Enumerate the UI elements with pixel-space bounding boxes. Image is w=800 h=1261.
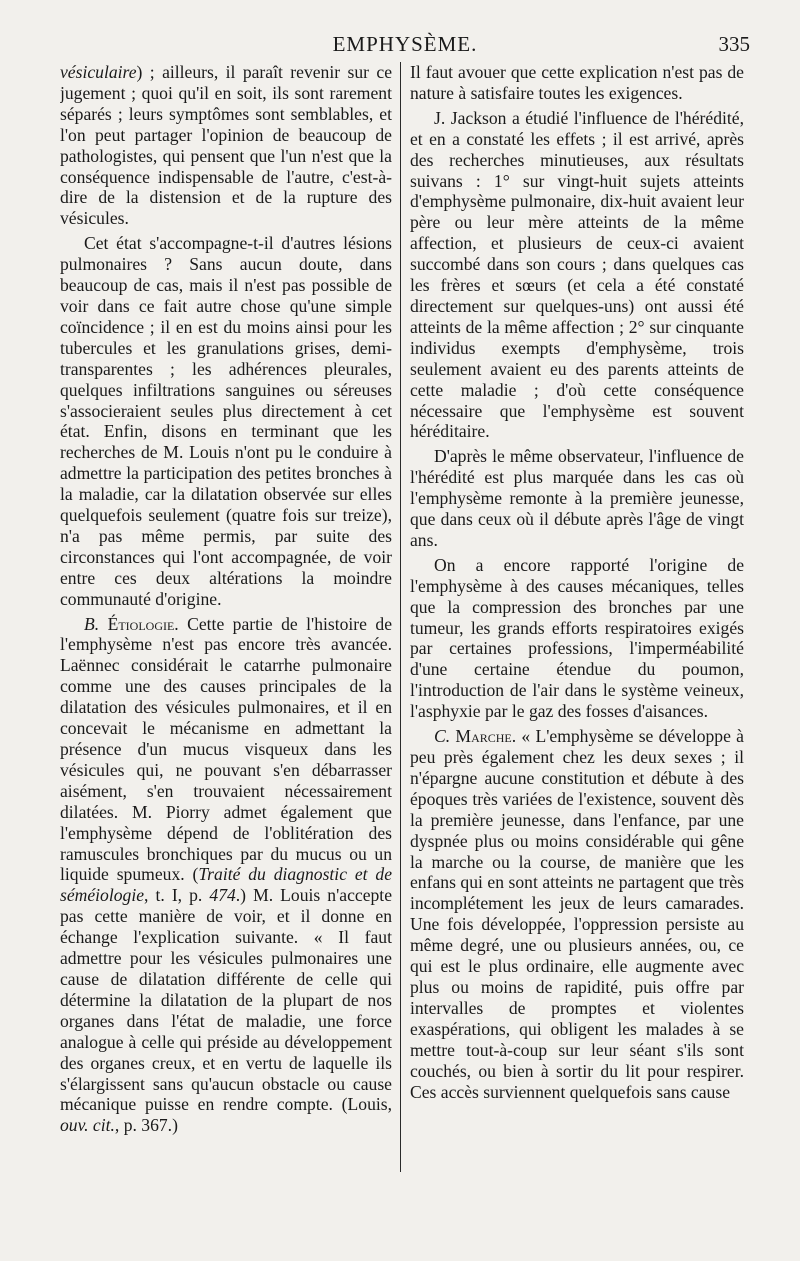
paragraph-text: , t. I, p. bbox=[144, 885, 210, 906]
citation-abbrev: ouv. cit. bbox=[60, 1115, 115, 1136]
paragraph: On a encore rapporté l'origine de l'emphysème à des causes mécaniques, telles que la compression des bronches par une tumeur, les grands efforts respiratoires exigés par certaines professions, l'imperméabilité d'une certaine étendue du poumon, l'introduction de l'air dans le système veineux, l'asphyxie par le gaz des fosses d'aisances. bbox=[410, 554, 744, 722]
paragraph-text: .) M. Louis n'accepte pas cette manière de voir, et il donne en échange l'explication suivante. « Il faut admettre pour les vésicules pulmonaires une cause de dilatation différente de celle qui détermine la dilatation de la plupart de nos organes dans l'état de maladie, une force analogue à celle qui préside au développement des organes creux, et en vertu de laquelle ils s'élargissent sans qu'aucun obstacle ou cause mécanique puisse en rendre compte. (Louis, bbox=[60, 885, 392, 1115]
page-number: 335 bbox=[718, 32, 750, 56]
section-heading: Marche. bbox=[455, 726, 517, 747]
paragraph-text: , p. 367.) bbox=[114, 1115, 178, 1136]
paragraph bbox=[60, 62, 392, 229]
left-column bbox=[60, 62, 392, 1172]
column-rule bbox=[400, 62, 401, 1172]
paragraph bbox=[410, 726, 744, 1102]
paragraph bbox=[60, 614, 392, 1137]
paragraph-text: ) ; ailleurs, il paraît revenir sur ce jugement ; quoi qu'il en soit, ils sont rarement séparés ; leurs symptômes sont semblables, et l'on peut partager l'opinion de beaucoup de pathologistes, qui pensent que l'un n'est que la conséquence indispensable de l'autre, c'est-à-dire de la distension et de la rupture des vésicules. bbox=[60, 62, 392, 229]
section-letter: B. bbox=[84, 613, 100, 634]
italic-term: vésiculaire bbox=[60, 62, 137, 82]
paragraph-text: « L'emphysème se développe à peu près également chez les deux sexes ; il n'épargne aucune constitution et débute à des époques très variées de l'existence, souvent dès la première jeunesse, dans l'enfance, par une dyspnée plus ou moins considérable qui gêne la marche ou la course, de manière que les enfans qui en sont atteints ne partagent que très incomplétement les jeux de leurs camarades. Une fois développée, l'oppression persiste au même degré, une ou plusieurs années, ou, ce qui est le plus ordinaire, elle augmente avec plus ou moins de rapidité, puis offre par intervalles de promptes et violentes exaspérations, qui obligent les malades à se mettre tout-à-coup sur leur séant s'ils sont couchés, ou bien à sortir du lit pour respirer. Ces accès surviennent quelquefois sans cause bbox=[410, 726, 744, 1102]
paragraph: J. Jackson a étudié l'influence de l'hérédité, et en a constaté les effets ; il est arrivé, après des recherches minutieuses, aux résultats suivans : 1° sur vingt-huit sujets atteints d'emphysème pulmonaire, dix-huit avaient leur père ou leur mère atteints de la même affection, et plusieurs de ceux-ci avaient succombé dans son cours ; dans quelques cas les frères et sœurs (et cela a été constaté directement sur quelques-uns) ont aussi été atteints de la même affection ; 2° sur cinquante individus exempts d'emphysème, trois seulement avaient eu des parents atteints de cette maladie ; d'où cette conséquence nécessaire que l'emphysème est souvent héréditaire. bbox=[410, 107, 744, 442]
section-letter: C. bbox=[434, 726, 451, 747]
paragraph: D'après le même observateur, l'influence de l'hérédité est plus marquée dans les cas où l'emphysème remonte à la première jeunesse, que dans ceux où il débute après l'âge de vingt ans. bbox=[410, 446, 744, 550]
paragraph: Cet état s'accompagne-t-il d'autres lésions pulmonaires ? Sans aucun doute, dans beaucoup de cas, mais il n'est pas possible de voir dans ce fait autre chose qu'une simple coïncidence ; il en est du moins ainsi pour les tubercules et les granulations grises, demi-transparentes ; les adhérences pleurales, quelques infiltrations sanguines ou séreuses s'associeraient seules plus directement à cet état. Enfin, disons en terminant que les recherches de M. Louis n'ont pu le conduire à admettre la participation des petites bronches à la maladie, car la dilatation observée sur elles quelquefois seulement (quatre fois sur treize), n'a pas même permis, par suite des circonstances qui l'ont accompagnée, de voir entre ces deux altérations la moindre communauté d'origine. bbox=[60, 233, 392, 609]
running-title: EMPHYSÈME. bbox=[332, 32, 478, 56]
paragraph: Il faut avouer que cette explication n'est pas de nature à satisfaire toutes les exigences. bbox=[410, 62, 744, 103]
running-header bbox=[60, 30, 750, 60]
citation-title: Traité du diagnostic et de séméiologie bbox=[60, 864, 392, 906]
section-heading: Étiologie. bbox=[107, 613, 179, 634]
right-column bbox=[410, 62, 744, 1172]
paragraph-text: Cette partie de l'histoire de l'emphysème n'est pas encore très avancée. Laënnec considérait le catarrhe pulmonaire comme une des causes principales de la dilatation des vésicules pulmonaires, et il en concevait le mécanisme en admettant la présence d'un mucus visqueux dans les vésicules qui, ne pouvant s'en débarrasser aisément, s'en trouvaient nécessairement dilatées. M. Piorry admet également que l'emphysème dépend de l'oblitération des ramuscules bronchiques par du mucus ou un liquide spumeux. ( bbox=[60, 613, 392, 885]
citation-page: 474 bbox=[209, 885, 236, 906]
